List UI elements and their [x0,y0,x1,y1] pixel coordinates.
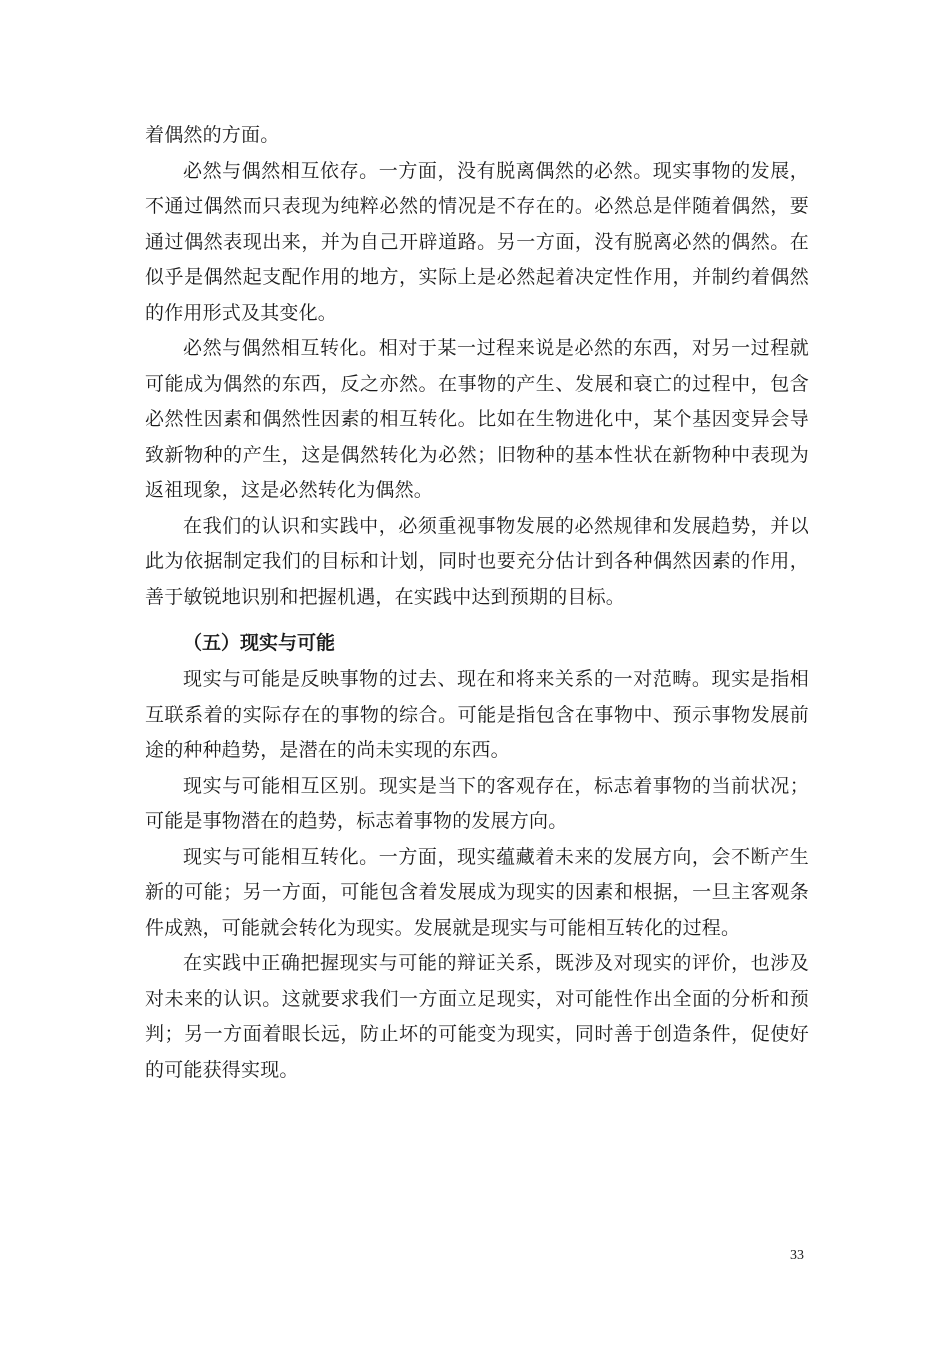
paragraph-distinction: 现实与可能相互区别。现实是当下的客观存在，标志着事物的当前状况；可能是事物潜在的趋势，标志着事物的发展方向。 [145,774,809,832]
paragraph-transformation: 必然与偶然相互转化。相对于某一过程来说是必然的东西，对另一过程就可能成为偶然的东西，反之亦然。在事物的产生、发展和衰亡的过程中，包含必然性因素和偶然性因素的相互转化。比如在生物进化中，某个基因变异会导致新物种的产生，这是偶然转化为必然；旧物种的基本性状在新物种中表现为返祖现象，这是必然转化为偶然。 [145,337,809,501]
section-heading: （五）现实与可能 [183,632,336,654]
paragraph-definition: 现实与可能是反映事物的过去、现在和将来关系的一对范畴。现实是指相互联系着的实际存在的事物的综合。可能是指包含在事物中、预示事物发展前途的种种趋势，是潜在的尚未实现的东西。 [145,668,809,761]
paragraph-interdependence: 必然与偶然相互依存。一方面，没有脱离偶然的必然。现实事物的发展，不通过偶然而只表现为纯粹必然的情况是不存在的。必然总是伴随着偶然，要通过偶然表现出来，并为自己开辟道路。另一方面，没有脱离必然的偶然。在似乎是偶然起支配作用的地方，实际上是必然起着决定性作用，并制约着偶然的作用形式及其变化。 [145,159,809,324]
body-text [145,118,809,1088]
paragraph-practice: 在我们的认识和实践中，必须重视事物发展的必然规律和发展趋势，并以此为依据制定我们的目标和计划，同时也要充分估计到各种偶然因素的作用，善于敏锐地识别和把握机遇，在实践中达到预期的目标。 [145,514,809,608]
paragraph-conversion: 现实与可能相互转化。一方面，现实蕴藏着未来的发展方向，会不断产生新的可能；另一方面，可能包含着发展成为现实的因素和根据，一旦主客观条件成熟，可能就会转化为现实。发展就是现实与可能相互转化的过程。 [145,845,809,939]
paragraph-continuation: 着偶然的方面。 [145,124,280,146]
paragraph-dialectics: 在实践中正确把握现实与可能的辩证关系，既涉及对现实的评价，也涉及对未来的认识。这就要求我们一方面立足现实，对可能性作出全面的分析和预判；另一方面着眼长远，防止坏的可能变为现实，同时善于创造条件，促使好的可能获得实现。 [145,952,809,1081]
page-number: 33 [790,1248,804,1263]
